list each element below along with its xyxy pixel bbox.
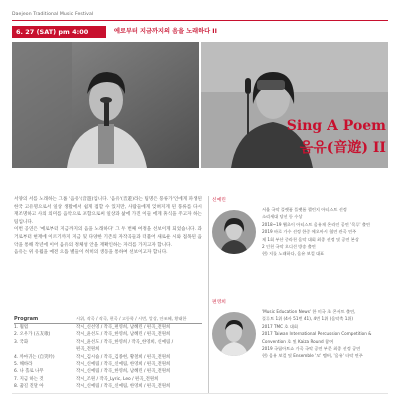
performer-avatar xyxy=(212,312,256,356)
program-item xyxy=(14,368,202,375)
description-paragraph: 이번 공연은 '예로부터 지금까지의 음을 노래하다' 그 두 번째 여정을 선보이게 되었습니다. 과거로부터 현재에 이르기까지 지금 및 다양한 기존의 자작곡들과 더불어 새로운 시와 접목된 음악을 통해 작년에 이어 음유의 정체성 안을 재확인하는 자리를 가지고자 합니다. xyxy=(14,227,202,248)
program-label: Program xyxy=(14,316,39,322)
program-item-credit: 작시_조원 / 작곡_Lyric, Leo / 편곡_전원희 xyxy=(76,376,159,382)
performer-bio-line: 'Music Education News' 한 미국 초 콘서트 출연, xyxy=(262,309,356,314)
program-item-credit: 작시_김시습 / 작곡_김종현, 황철희 / 편곡_전원희 xyxy=(76,354,171,360)
program-item xyxy=(14,361,202,368)
page-footer-rule xyxy=(12,393,388,394)
program-header xyxy=(14,316,202,324)
performer-bio-line: 서울 국악 플랫폼 플랫폼 챌린지 아티스트 선정 xyxy=(262,207,347,212)
performer-bio-line: 현) 저를 노래하다, 음유 보컬 대표 xyxy=(262,251,325,257)
performer-bio-line: 소리세대 당선 등 수상 xyxy=(262,214,303,220)
performer-bio-line: 현) 음유 보컬 및 Ensemble '모' 멤버, '음유' 타악 연주 xyxy=(262,353,363,359)
column-divider xyxy=(208,196,209,394)
description-paragraph: 음유는 위 유월을 예전 으뜸 별들이 히히의 생동을 통하여 선보이고자 합니다. xyxy=(14,250,168,256)
performer-bio-line: 플루트 1위 (4사 51번 41), 4번 1위 (음악축 1위) xyxy=(262,316,354,322)
program-item-title: 4. 까마귀는 (自笑吟) xyxy=(14,354,55,360)
program-item xyxy=(14,354,202,361)
program-item-title: 8. 꿈길 진달 아 xyxy=(14,384,44,390)
performer-profile xyxy=(212,298,388,360)
program-item-title xyxy=(14,346,76,353)
program-note: 시위, 작곡 / 작곡, 편곡 / 고등학 / 시번, 앙상, 안조혜, 황태한 xyxy=(76,316,187,321)
program-item-title: 6. 나 홀로 나무 xyxy=(14,369,44,375)
title-korean: 음유(音遊) II xyxy=(299,140,386,156)
program-item xyxy=(14,331,202,338)
description-text xyxy=(14,196,202,257)
program-item-credit: 작시_신선영 / 작곡_편영희, 남혜린 / 편곡_전원희 xyxy=(76,325,171,330)
performer-profile xyxy=(212,196,388,258)
program-item-credit: 작시_윤선도 / 작곡_한영희, 남혜린 / 편곡_전원희 xyxy=(76,332,171,338)
program-item xyxy=(14,324,202,331)
program-item-title: 5. 해바라 xyxy=(14,362,33,368)
program-item-title: 3. 국화 xyxy=(14,339,29,345)
program-item xyxy=(14,346,202,353)
performer-bio-line: 제 1회 부산 중라천 음악 대회 최종 선정 및 공연 본상 xyxy=(262,236,359,242)
header-rule xyxy=(12,20,388,21)
performer-bio-line: 2019 국립아트쇼 가곡 국악 공연 부문 최종 선정 공연 xyxy=(262,346,361,352)
program-item-title: 7. 지금 하는 것 xyxy=(14,376,44,382)
program-item-credit: 작시_신예림 / 작곡_신예림, 한영희 / 편곡_전원희 xyxy=(76,384,171,390)
performer-bio-line: Convention 호 및 Kaiza Round 참여 xyxy=(262,338,334,344)
program-item-credit: 작시_신예림 / 작곡_한영희, 남혜린 / 편곡_전원희 xyxy=(76,369,171,375)
program-item xyxy=(14,383,202,390)
program-list xyxy=(14,316,202,391)
program-item-title: 2. 오우가 (五友歌) xyxy=(14,332,51,338)
program-item xyxy=(14,339,202,346)
description-paragraph: 서양의 서를 노래하는 그룹 '음유'(音遊)입니다. '음유'(音遊)라는 팀명은 풍류가'인에게 파생된 한국 고유명으로서 일상 생활에서 쉽게 접할 수 있지만, 사람들에게 잊혀지게 된 풍류를 다시 재조명하고 사의 의미를 음악으로 포함으로써 일상과 삶에 가진 이들 에게 휴식을 주고자 하는 팀입니다. xyxy=(14,197,202,225)
program-item-credit: 작시_신예림 / 작곡_신예림, 한영희 / 편곡_전원희 xyxy=(76,362,171,368)
program-item-credit: 작시_윤선도 / 작곡_한영희 / 작곡_한영희, 신예림 / xyxy=(76,339,174,345)
performer-bio-line: 2017 Taiwan International Percussion Competition & xyxy=(262,331,372,337)
program-subtitle: 에로부터 지금까지의 음을 노래하다 II xyxy=(114,28,217,35)
performer-bio-line: 2017 TMC 호 대회 xyxy=(262,323,298,329)
performer-photo-male xyxy=(12,42,199,168)
program-item-credit: 편곡_전원희 xyxy=(76,347,100,353)
performer-bio-line: 2 인천 국악 오디션 방송 출연 xyxy=(262,244,316,250)
performer-bio-line: 2018~19 웹초이 아티스트 음유재 온라인 공연 '목루' 출연 xyxy=(262,221,370,227)
program-item xyxy=(14,376,202,383)
performer-avatar xyxy=(212,210,256,254)
title-english: Sing A Poem xyxy=(286,118,386,134)
performer-name: 편영희 xyxy=(212,300,226,305)
date-badge: 6. 27 (SAT) pm 4:00 xyxy=(12,26,106,38)
program-item-title: 1. 월엽 xyxy=(14,325,29,330)
festival-name: Daejeon Traditional Music Festival xyxy=(12,12,94,17)
performer-bio-line: 2019 바로 가수 선정 한중 에오아시 협연 관곡 연주 xyxy=(262,229,357,235)
performer-name: 신예린 xyxy=(212,198,226,203)
